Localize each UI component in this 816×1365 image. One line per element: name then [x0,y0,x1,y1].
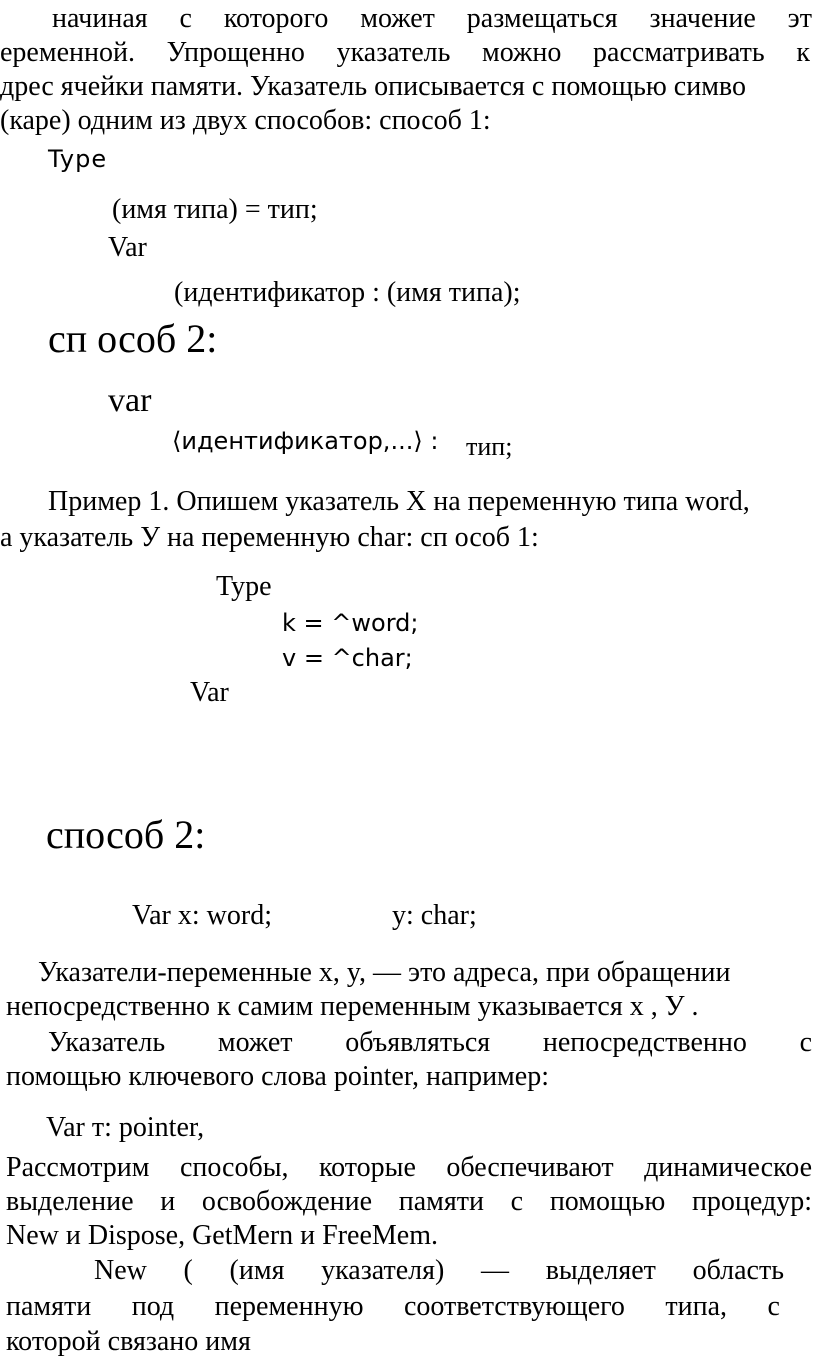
method2-type: тип; [466,432,513,461]
example1-line-2: а указатель У на переменную char: сп особ 1: [0,522,539,553]
pointer-example: Var т: pointer, [46,1112,205,1143]
example1-line-1: Пример 1. Опишем указатель X на переменную типа word, [48,486,750,517]
paragraph4-line-3: New и Dispose, GetMern и FreeMem. [6,1220,438,1251]
example-v-declaration: v = ^char; [282,644,413,672]
paragraph2-line-2: непосредственно к самим переменным указывается x , У . [6,991,699,1022]
paragraph4-line-1: Рассмотрим способы, которые обеспечивают динамическое [6,1152,812,1183]
example-k-declaration: k = ^word; [282,609,419,637]
intro-line-1: начиная с которого может размещаться значение эт [52,3,812,34]
paragraph3-line-1: Указатель может объявляться непосредственно с [48,1027,812,1058]
intro-line-2: еременной. Упрощенно указатель можно рассматривать к [0,37,810,68]
method2-heading: сп особ 2: [48,316,218,361]
paragraph2-line-1: Указатели-переменные x, y, — это адреса, при обращении [38,957,731,988]
method2-heading-example: способ 2: [46,812,206,857]
method1-var-keyword: Var [108,232,147,263]
paragraph5-line-2: памяти под переменную соответствующего типа, с [6,1291,780,1322]
paragraph5-line-3: которой связано имя [6,1326,251,1357]
example-var-x: Var x: word; [132,900,272,931]
method1-var-declaration: (идентификатор : (имя типа); [174,277,521,308]
example-var-keyword: Var [190,677,229,708]
method1-type-definition: (имя типа) = тип; [112,194,318,225]
method1-type-keyword: Type [48,145,108,173]
paragraph4-line-2: выделение и освобождение памяти с помощью процедур: [6,1186,812,1217]
intro-line-3: дрес ячейки памяти. Указатель описывается с помощью симво [0,71,746,102]
paragraph5-line-1: New ( (имя указателя) — выделяет область [94,1255,784,1286]
method2-var-keyword: var [108,382,152,419]
example-type-keyword: Type [216,571,272,602]
paragraph3-line-2: помощью ключевого слова pointer, например: [6,1061,549,1092]
method2-declaration: ⟨идентификатор,...⟩ : [172,427,439,455]
example-var-y: y: char; [392,900,477,931]
intro-line-4: (каре) одним из двух способов: способ 1: [0,105,491,136]
